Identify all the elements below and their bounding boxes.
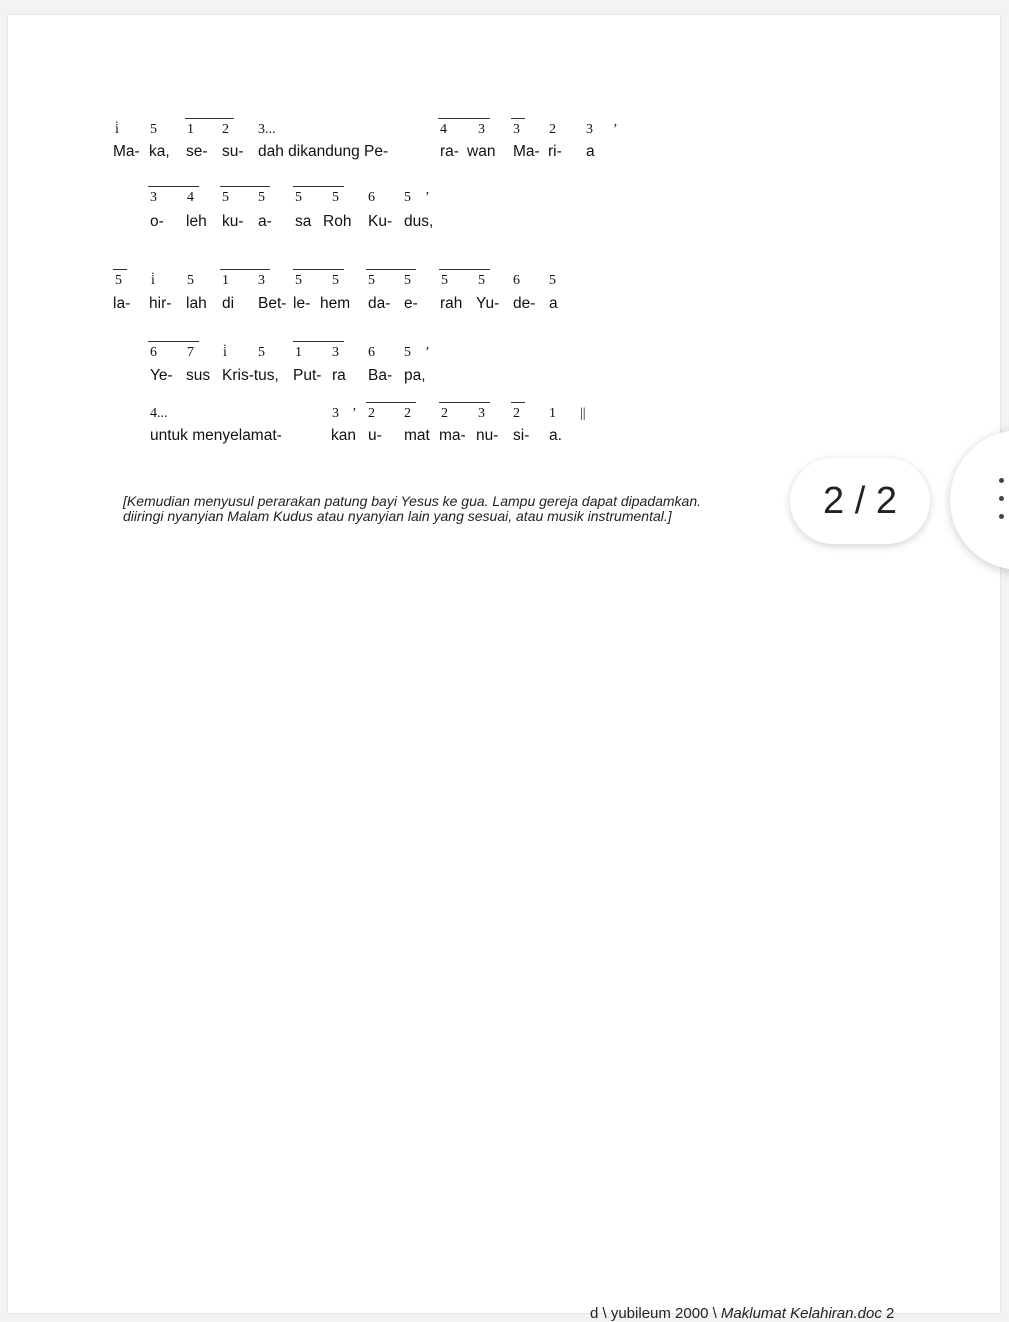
- note-2-1: 3: [150, 190, 157, 205]
- note-3-13: 5: [549, 273, 556, 288]
- note-5-9: 1: [549, 406, 556, 421]
- lyric-5-1: untuk menyelamat-: [150, 427, 282, 444]
- note-1-6: 4: [440, 122, 447, 137]
- more-options-icon[interactable]: [999, 478, 1005, 520]
- lyric-1-10: a: [586, 143, 595, 160]
- lyric-1-9: ri-: [548, 143, 562, 160]
- note-5-2: 3: [332, 406, 339, 421]
- lyric-2-1: o-: [150, 213, 164, 230]
- lyric-5-4: mat: [404, 427, 430, 444]
- note-3-10: 5: [441, 273, 448, 288]
- lyric-3-7: hem: [320, 295, 351, 312]
- note-4-4: 5: [258, 345, 265, 360]
- lyric-1-2: ka,: [149, 143, 170, 160]
- lyric-2-2: leh: [186, 213, 207, 230]
- lyric-1-4: su-: [222, 143, 244, 160]
- lyric-2-3: ku-: [222, 213, 244, 230]
- lyric-2-4: a-: [258, 213, 272, 230]
- lyric-4-6: Ba-: [368, 367, 393, 384]
- note-4-2: 7: [187, 345, 194, 360]
- lyric-4-7: pa,: [404, 367, 426, 384]
- beam-line: [511, 402, 525, 403]
- note-5-3: ’: [352, 406, 357, 421]
- rubric-line-1: [Kemudian menyusul perarakan patung bayi Yesus ke gua. Lampu gereja dapat dipadamkan.: [123, 493, 702, 509]
- beam-line: [113, 269, 127, 270]
- note-3-5: 3: [258, 273, 265, 288]
- note-3-8: 5: [368, 273, 375, 288]
- lyric-1-5: dah dikandung Pe-: [258, 143, 389, 160]
- note-1-9: 2: [549, 122, 556, 137]
- note-2-9: ’: [425, 190, 430, 205]
- footer-filename: Maklumat Kelahiran.doc: [720, 1305, 882, 1322]
- note-5-1: 4...: [150, 406, 168, 421]
- beam-line: [293, 341, 344, 342]
- note-1-7: 3: [478, 122, 485, 137]
- beam-line: [511, 118, 525, 119]
- lyric-3-5: Bet-: [258, 295, 287, 312]
- beam-line: [148, 186, 199, 187]
- lyric-3-4: di: [222, 295, 235, 312]
- note-5-5: 2: [404, 406, 411, 421]
- lyric-2-7: Ku-: [368, 213, 393, 230]
- lyric-2-5: sa: [295, 213, 312, 230]
- beam-line: [293, 186, 344, 187]
- note-2-7: 6: [368, 190, 375, 205]
- lyric-4-3: Kris-tus,: [222, 367, 279, 384]
- note-3-6: 5: [295, 273, 302, 288]
- note-5-10: ||: [580, 406, 586, 421]
- lyric-4-4: Put-: [293, 367, 322, 384]
- lyric-2-6: Roh: [323, 213, 352, 230]
- note-2-8: 5: [404, 190, 411, 205]
- rubric-line-2: diiringi nyanyian Malam Kudus atau nyanyian lain yang sesuai, atau musik instrumental.]: [123, 508, 672, 524]
- lyric-3-12: de-: [513, 295, 536, 312]
- lyric-1-1: Ma-: [113, 143, 140, 160]
- note-3-4: 1: [222, 273, 229, 288]
- beam-line: [185, 118, 234, 119]
- lyric-3-13: a: [549, 295, 558, 312]
- note-4-8: 5: [404, 345, 411, 360]
- beam-line: [366, 269, 416, 270]
- lyric-1-8: Ma-: [513, 143, 540, 160]
- note-1-10: 3: [586, 122, 593, 137]
- note-2-5: 5: [295, 190, 302, 205]
- note-3-2: i̇: [151, 273, 155, 288]
- lyric-3-8: da-: [368, 295, 391, 312]
- note-3-12: 6: [513, 273, 520, 288]
- lyric-5-8: a.: [549, 427, 562, 444]
- note-5-4: 2: [368, 406, 375, 421]
- lyric-4-2: sus: [186, 367, 211, 384]
- note-1-4: 2: [222, 122, 229, 137]
- beam-line: [439, 269, 490, 270]
- lyric-5-3: u-: [368, 427, 382, 444]
- beam-line: [220, 269, 270, 270]
- lyric-5-7: si-: [513, 427, 530, 444]
- rubric-note: [123, 494, 701, 524]
- lyric-4-5: ra: [332, 367, 346, 384]
- note-1-3: 1: [187, 122, 194, 137]
- note-2-3: 5: [222, 190, 229, 205]
- page-footer: [590, 1305, 894, 1322]
- footer-page-number: 2: [881, 1305, 895, 1322]
- note-4-7: 6: [368, 345, 375, 360]
- note-1-5: 3...: [258, 122, 276, 137]
- lyric-5-6: nu-: [476, 427, 499, 444]
- footer-path: d \ yubileum 2000 \: [590, 1305, 721, 1322]
- note-3-1: 5: [115, 273, 122, 288]
- note-2-6: 5: [332, 190, 339, 205]
- note-3-7: 5: [332, 273, 339, 288]
- page-indicator: 2 / 2: [790, 458, 930, 544]
- beam-line: [220, 186, 270, 187]
- note-4-6: 3: [332, 345, 339, 360]
- lyric-1-7: wan: [467, 143, 496, 160]
- note-2-4: 5: [258, 190, 265, 205]
- note-1-11: ’: [613, 122, 618, 137]
- note-2-2: 4: [187, 190, 194, 205]
- lyric-3-9: e-: [404, 295, 418, 312]
- lyric-3-2: hir-: [149, 295, 172, 312]
- note-4-3: i̇: [223, 345, 227, 360]
- lyric-3-11: Yu-: [476, 295, 500, 312]
- note-5-8: 2: [513, 406, 520, 421]
- lyric-3-3: lah: [186, 295, 207, 312]
- note-3-11: 5: [478, 273, 485, 288]
- note-1-2: 5: [150, 122, 157, 137]
- lyric-4-1: Ye-: [150, 367, 173, 384]
- note-3-3: 5: [187, 273, 194, 288]
- lyric-3-6: le-: [293, 295, 311, 312]
- note-5-7: 3: [478, 406, 485, 421]
- note-4-5: 1: [295, 345, 302, 360]
- lyric-5-5: ma-: [439, 427, 466, 444]
- beam-line: [439, 402, 490, 403]
- lyric-3-10: rah: [440, 295, 463, 312]
- lyric-3-1: la-: [113, 295, 131, 312]
- lyric-1-3: se-: [186, 143, 208, 160]
- note-4-1: 6: [150, 345, 157, 360]
- note-4-9: ’: [425, 345, 430, 360]
- beam-line: [293, 269, 344, 270]
- lyric-1-6: ra-: [440, 143, 459, 160]
- beam-line: [366, 402, 416, 403]
- beam-line: [438, 118, 490, 119]
- lyric-5-2: kan: [331, 427, 356, 444]
- note-3-9: 5: [404, 273, 411, 288]
- note-1-1: i̇: [115, 122, 119, 137]
- note-1-8: 3: [513, 122, 520, 137]
- lyric-2-8: dus,: [404, 213, 434, 230]
- note-5-6: 2: [441, 406, 448, 421]
- document-page: [8, 15, 1000, 1322]
- beam-line: [148, 341, 199, 342]
